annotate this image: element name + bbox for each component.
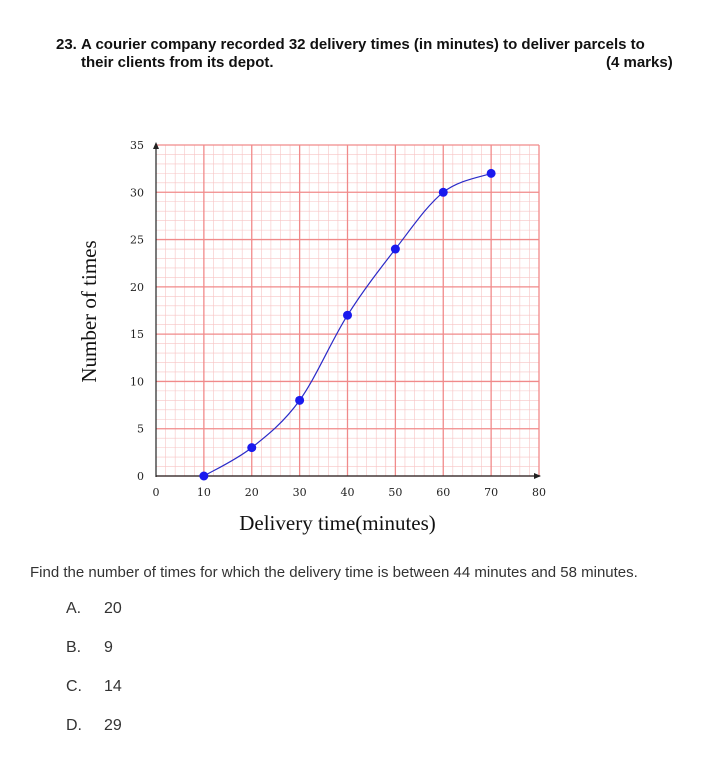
y-tick-label: 35 — [130, 139, 144, 152]
option-b-letter: B. — [66, 639, 82, 656]
data-point — [391, 245, 400, 254]
y-axis-title: Number of times — [77, 240, 101, 383]
x-tick-label: 30 — [292, 486, 307, 499]
option-a-value: 20 — [104, 600, 122, 617]
x-axis-title: Delivery time(minutes) — [239, 511, 436, 535]
y-tick-label: 30 — [130, 186, 144, 200]
x-tick-label: 20 — [244, 486, 259, 499]
data-point — [487, 169, 496, 178]
question-text-line-1: A courier company recorded 32 delivery times (in minutes) to deliver parcels to — [81, 36, 645, 53]
question-text-line-2: their clients from its depot. — [81, 54, 274, 71]
option-c-value: 14 — [104, 678, 122, 695]
option-a-letter: A. — [66, 600, 82, 617]
question-prompt: Find the number of times for which the delivery time is between 44 minutes and 58 minutes. — [30, 564, 638, 581]
x-tick-label: 50 — [388, 486, 403, 499]
option-b-value: 9 — [104, 639, 113, 656]
data-point — [199, 472, 208, 481]
data-point — [247, 443, 256, 452]
y-tick-label: 10 — [130, 375, 144, 389]
data-point — [439, 188, 448, 197]
data-point — [295, 396, 304, 405]
x-tick-label: 0 — [152, 486, 160, 499]
y-tick-label: 15 — [130, 328, 144, 342]
question-line-1 — [56, 36, 645, 53]
option-d-value: 29 — [104, 717, 122, 734]
option-c[interactable] — [66, 678, 122, 696]
question-number: 23. — [56, 36, 77, 53]
x-tick-label: 40 — [340, 486, 355, 499]
x-tick-label: 60 — [436, 486, 451, 499]
option-a[interactable] — [66, 600, 122, 618]
y-tick-label: 25 — [130, 233, 144, 247]
x-axis-arrow-icon — [534, 473, 541, 479]
x-tick-label: 10 — [196, 486, 211, 499]
question-marks: (4 marks) — [606, 54, 673, 71]
option-d[interactable] — [66, 717, 122, 735]
option-c-letter: C. — [66, 678, 82, 695]
x-tick-label: 70 — [484, 486, 499, 499]
cumulative-frequency-chart — [0, 130, 710, 540]
y-tick-label: 5 — [137, 422, 144, 436]
option-b[interactable] — [66, 639, 113, 657]
data-point — [343, 311, 352, 320]
y-tick-label: 20 — [130, 280, 144, 294]
x-tick-label: 80 — [532, 486, 546, 499]
option-d-letter: D. — [66, 717, 82, 734]
y-tick-label: 0 — [137, 470, 144, 483]
